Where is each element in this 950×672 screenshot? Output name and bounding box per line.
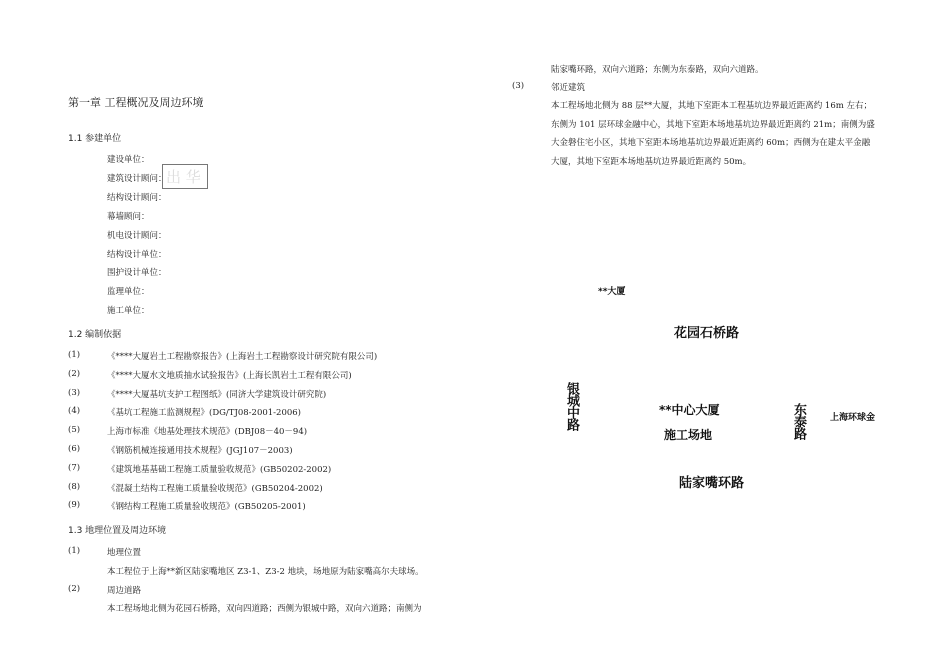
participant-unit: 建设单位：	[107, 155, 150, 165]
subsection-title: 地理位置	[107, 548, 142, 558]
section-heading-basis: 1.2 编制依据	[68, 330, 122, 340]
paragraph-line: 本工程场地北侧为 88 层**大厦，其地下室距本工程基坑边界最近距离约 16m 左右；	[551, 101, 873, 111]
paragraph: 本工程场地北侧为花园石桥路，双向四道路；西侧为银城中路，双向六道路；南侧为	[107, 604, 422, 614]
list-number: (2)	[68, 584, 81, 594]
participant-unit: 施工单位：	[107, 306, 150, 316]
list-item: 《****大厦基坑支护工程图纸》(同济大学建筑设计研究院)	[107, 390, 327, 400]
subsection-title: 周边道路	[107, 586, 142, 596]
list-item: 《钢结构工程施工质量验收规范》(GB50205-2001)	[107, 502, 306, 512]
map-road-east: 东泰路	[791, 403, 806, 439]
participant-unit: 监理单位：	[107, 287, 150, 297]
map-site: 施工场地	[664, 428, 713, 442]
list-item: 《基坑工程施工监测规程》(DG/TJ08-2001-2006)	[107, 408, 302, 418]
map-road-south: 陆家嘴环路	[679, 476, 745, 491]
list-number: (7)	[68, 463, 81, 473]
paragraph-line: 东侧为 101 层环球金融中心，其地下室距本场地基坑边界最近距离约 21m；南侧为盛	[551, 120, 875, 130]
stamp-watermark: 出 华	[166, 168, 201, 186]
list-item: 《钢筋机械连接通用技术规程》(JGJ107－2003)	[107, 446, 293, 456]
list-item: 《混凝土结构工程施工质量验收规范》(GB50204-2002)	[107, 484, 323, 494]
list-number: (6)	[68, 444, 81, 454]
list-number: (2)	[68, 369, 81, 379]
participant-unit: 结构设计顾问：	[107, 193, 167, 203]
list-number: (5)	[68, 425, 81, 435]
list-number: (8)	[68, 482, 81, 492]
map-road-north: 花园石桥路	[674, 326, 740, 341]
list-number: (3)	[68, 388, 81, 398]
participant-unit: 机电设计顾问：	[107, 231, 167, 241]
list-number: (1)	[68, 546, 81, 556]
section-heading-participants: 1.1 参建单位	[68, 134, 122, 144]
list-item: 《****大厦岩土工程勘察报告》(上海岩土工程勘察设计研究院有限公司)	[107, 352, 378, 362]
list-number: (3)	[512, 81, 525, 91]
subsection-title: 邻近建筑	[551, 83, 586, 93]
paragraph: 本工程位于上海**新区陆家嘴地区 Z3-1、Z3-2 地块，场地原为陆家嘴高尔夫球场。	[107, 567, 424, 577]
list-item: 《****大厦水文地质抽水试验报告》(上海长凯岩土工程有限公司)	[107, 371, 352, 381]
list-number: (9)	[68, 500, 81, 510]
paragraph-line: 大金磐住宅小区，其地下室距本场地基坑边界最近距离约 60m；西侧为在建太平金融	[551, 138, 871, 148]
paragraph-continued: 陆家嘴环路，双向六道路；东侧为东泰路，双向六道路。	[551, 65, 764, 75]
map-building-north: **大厦	[598, 287, 626, 297]
section-heading-location: 1.3 地理位置及周边环境	[68, 526, 167, 536]
list-item: 《建筑地基基础工程施工质量验收规范》(GB50202-2002)	[107, 465, 332, 475]
list-item: 上海市标准《地基处理技术规范》(DBJ08－40－94)	[107, 427, 308, 437]
chapter-title: 第一章 工程概况及周边环境	[68, 96, 204, 109]
paragraph-line: 大厦，其地下室距本场地基坑边界最近距离约 50m。	[551, 157, 752, 167]
map-building-east: 上海环球金	[830, 413, 876, 423]
map-road-west: 银城中路	[564, 382, 579, 430]
participant-unit: 建筑设计顾问：	[107, 174, 167, 184]
participant-unit: 围护设计单位：	[107, 268, 167, 278]
participant-unit: 结构设计单位：	[107, 250, 167, 260]
list-number: (1)	[68, 350, 81, 360]
map-center-building: **中心大厦	[659, 403, 720, 417]
list-number: (4)	[68, 406, 81, 416]
participant-unit: 幕墙顾问：	[107, 212, 150, 222]
